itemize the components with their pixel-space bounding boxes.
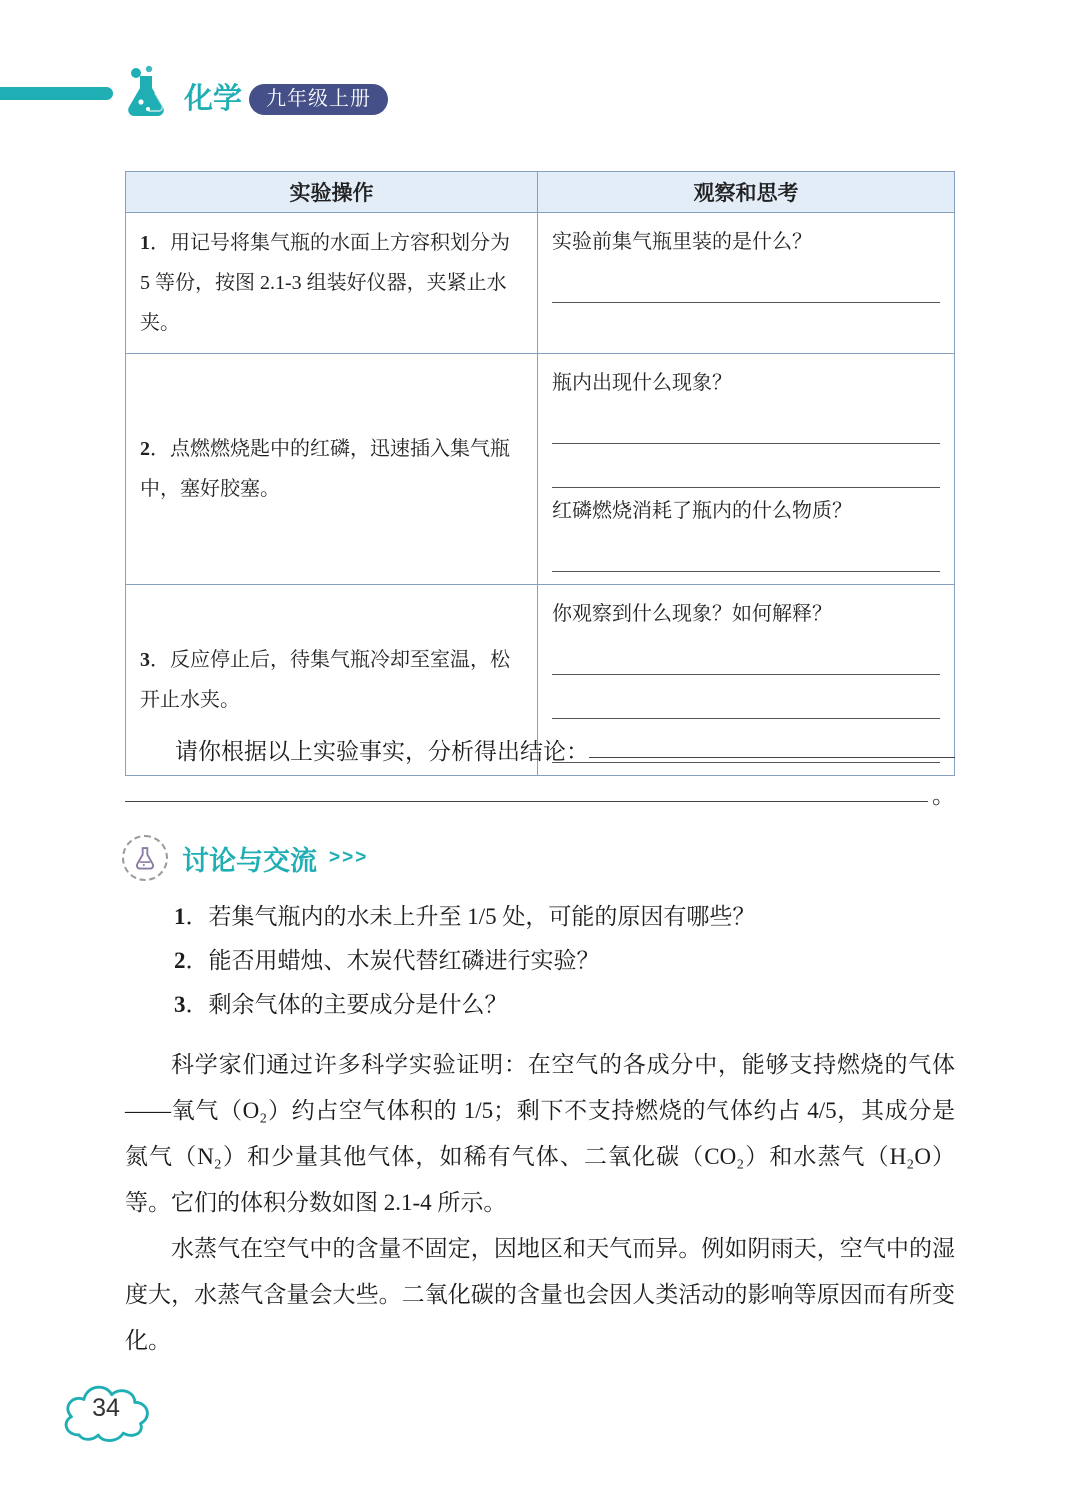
- discussion-title: 讨论与交流: [182, 845, 317, 876]
- header-accent-bar: [0, 87, 113, 100]
- page-number-cloud: [58, 1374, 154, 1448]
- paragraph-water-vapor: 水蒸气在空气中的含量不固定，因地区和天气而异。例如阴雨天，空气中的湿度大，水蒸气含量会大些。二氧化碳的含量也会因人类活动的影响等原因而有所变化。: [125, 1236, 955, 1353]
- answer-blank-line: [552, 675, 940, 719]
- discussion-heading: [122, 835, 957, 881]
- answer-blank-line: [552, 400, 940, 444]
- discussion-questions: [174, 895, 957, 1027]
- discussion-question: [174, 983, 957, 1027]
- conclusion-period: 。: [932, 783, 955, 808]
- discussion-arrows-icon: >>>: [329, 847, 369, 868]
- answer-blank-line: [552, 444, 940, 488]
- flask-badge-icon: [122, 835, 168, 881]
- question-text: ．剩余气体的主要成分是什么？: [185, 992, 508, 1017]
- conclusion-section: [125, 722, 955, 810]
- observation-question: 红磷燃烧消耗了瓶内的什么物质？: [552, 500, 852, 522]
- question-number: 3: [174, 992, 186, 1017]
- observation-question: 你观察到什么现象？如何解释？: [552, 603, 832, 625]
- operation-text: ．用记号将集气瓶的水面上方容积划分为 5 等份，按图 2.1-3 组装好仪器，夹紧止水夹。: [140, 232, 510, 334]
- table-header-observation: 观察和思考: [693, 181, 799, 205]
- discussion-question: [174, 939, 957, 983]
- observation-question: 实验前集气瓶里装的是什么？: [552, 231, 812, 253]
- question-number: 1: [174, 904, 186, 929]
- paragraph-air-composition: 科学家们通过许多科学实验证明：在空气的各成分中，能够支持燃烧的气体——氧气（O₂）约占空气体积的 1/5；剩下不支持燃烧的气体约占 4/5，其成分是氮气（N₂）和少量其他气体，如稀有气体、二氧化碳（CO₂）和水蒸气（H₂O）等。它们的体积分数如图 2.1-4 所示。: [125, 1052, 955, 1215]
- body-text: [125, 1042, 955, 1364]
- table-row: [126, 212, 954, 353]
- operation-text: ．反应停止后，待集气瓶冷却至室温，松开止水夹。: [140, 649, 510, 711]
- table-header-operation: 实验操作: [126, 172, 538, 212]
- grade-badge: 九年级上册: [249, 84, 388, 115]
- subject-title: 化学: [184, 83, 243, 115]
- answer-blank-line: [589, 757, 955, 758]
- experiment-table: [125, 171, 955, 776]
- answer-blank-line: [552, 528, 940, 572]
- operation-number: 3: [140, 649, 150, 671]
- answer-blank-line: [552, 631, 940, 675]
- question-text: ．若集气瓶内的水未上升至 1/5 处，可能的原因有哪些？: [185, 904, 756, 929]
- answer-blank-line: [125, 801, 928, 802]
- operation-number: 2: [140, 438, 150, 460]
- observation-cell: [538, 354, 954, 584]
- chemistry-flask-logo-icon: [114, 62, 178, 126]
- table-header-row: [126, 172, 954, 212]
- table-row: [126, 353, 954, 584]
- operation-text: ．点燃燃烧匙中的红磷，迅速插入集气瓶中，塞好胶塞。: [140, 438, 510, 500]
- operation-cell: [126, 354, 538, 584]
- observation-question: 瓶内出现什么现象？: [552, 372, 732, 394]
- operation-cell: [126, 213, 538, 353]
- question-number: 2: [174, 948, 186, 973]
- page-number: 34: [92, 1394, 120, 1422]
- discussion-section: [122, 835, 957, 1027]
- conclusion-prompt: 请你根据以上实验事实，分析得出结论：: [175, 739, 589, 764]
- operation-number: 1: [140, 232, 150, 254]
- conclusion-blank-row: [125, 766, 955, 810]
- observation-cell: [538, 213, 954, 353]
- discussion-question: [174, 895, 957, 939]
- conclusion-prompt-row: [125, 722, 955, 766]
- question-text: ．能否用蜡烛、木炭代替红磷进行实验？: [185, 948, 600, 973]
- answer-blank-line: [552, 259, 940, 303]
